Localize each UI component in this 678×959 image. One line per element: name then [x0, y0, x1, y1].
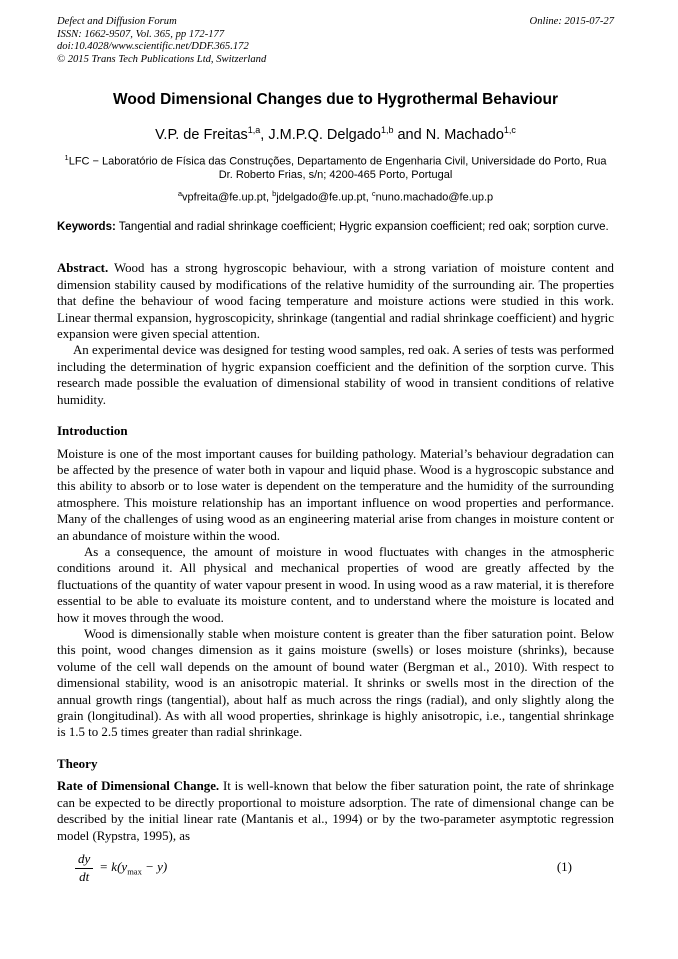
online-date: Online: 2015-07-27 [529, 16, 614, 27]
email-address: nuno.machado@fe.up.p [375, 192, 494, 205]
author-affiliation-marker: 1,c [503, 124, 516, 135]
equation-fraction [75, 852, 93, 884]
author-separator: and [393, 126, 426, 143]
affiliation-text: LFC − Laboratório de Física das Construções, Departamento de Engenharia Civil, Universidade do Porto, Rua Dr. Roberto Frias, s/n; 4200-465 Porto, Portugal [68, 155, 607, 182]
keywords-text: Tangential and radial shrinkage coefficient; Hygric expansion coefficient; red oak; sorption curve. [115, 221, 609, 234]
equation-rhs-post: − y) [141, 859, 168, 875]
equation-numerator: dy [75, 852, 93, 868]
theory-lead-label: Rate of Dimensional Change. [57, 779, 220, 794]
copyright-line: © 2015 Trans Tech Publications Ltd, Switzerland [57, 53, 267, 65]
affiliation-line [57, 153, 614, 184]
doi-line: doi:10.4028/www.scientific.net/DDF.365.172 [57, 41, 249, 52]
equation-rhs [99, 859, 167, 877]
author-separator: , [260, 126, 269, 143]
keywords-label: Keywords: [57, 221, 116, 234]
journal-title: Defect and Diffusion Forum [57, 16, 177, 27]
abstract-text: Wood has a strong hygroscopic behaviour, with a strong variation of moisture content and dimension stability caused by modifications of the relative humidity of the surrounding air. The properties that define the behaviour of wood facing temperature and moisture actions were studied in this work. Linear thermal expansion, hygroscopicity, shrinkage (tangential and radial shrinkage coefficient) and hygric expansion were given special attention. [57, 261, 614, 341]
equation-1 [75, 849, 614, 887]
email-marker: c [371, 189, 376, 199]
author-name: N. Machado [425, 126, 504, 143]
abstract-paragraph-1 [57, 260, 614, 342]
affiliation-marker: 1 [64, 152, 69, 162]
equation-denominator: dt [79, 868, 90, 884]
section-heading-introduction: Introduction [57, 422, 128, 438]
theory-lead-text: It is well-known that below the fiber saturation point, the rate of shrinkage can be expected to be directly proportional to moisture adsorption. The rate of dimensional change can be described by the initial linear rate (Mantanis et al., 1994) or by the two-parameter asymptotic regression model (Rypstra, 1995), as [57, 779, 614, 843]
equation-subscript: max [127, 866, 142, 877]
abstract-paragraph-2: An experimental device was designed for testing wood samples, red oak. A series of tests was performed including the determination of hygric expansion coefficient and the definition of the sorption curve. This research made possible the evaluation of dimensional stability of wood in transient conditions of relative humidity. [57, 343, 614, 407]
author-name: V.P. de Freitas [155, 126, 248, 143]
introduction-paragraph-3: Wood is dimensionally stable when moisture content is greater than the fiber saturation point. Below this point, wood changes dimension as it gains moisture (swells) or loses moisture (shrinks), because volume of the cell wall depends on the amount of bound water (Bergman et al., 2010). With respect to dimensional stability, wood is an anisotropic material. It shrinks or swells most in the direction of the annual growth rings (tangential), about half as much across the rings (radial), and only slightly along the grain (longitudinal). As with all wood properties, shrinkage is highly anisotropic, i.e., tangential shrinkage is 1.5 to 2.5 times greater than radial shrinkage. [57, 627, 614, 740]
email-marker: b [272, 189, 277, 199]
equation-number: (1) [556, 859, 572, 875]
keywords-paragraph [57, 220, 614, 234]
email-address: jdelgado@fe.up.pt, [276, 192, 372, 205]
authors-line [57, 125, 614, 144]
introduction-paragraph-2: As a consequence, the amount of moisture in wood fluctuates with changes in the atmospheric conditions around it. All physical and mechanical properties of wood are greatly affected by the fluctuations of the quantity of water vapour present in wood. In using wood as a raw material, it is therefore essential to be able to evaluate its moisture content, and to understand where the moisture is located and how it moves through the wood. [57, 544, 614, 625]
section-heading-theory: Theory [57, 755, 98, 771]
introduction-paragraph-1: Moisture is one of the most important causes for building pathology. Material’s behaviour degradation can be affected by the presence of water both in vapour and liquid phase. Wood is a hygroscopic substance and this ability to absorb or to lose water is dependent on the temperature and the humidity of the surrounding atmosphere. This moisture relationship has an important influence on wood properties and performance. Many of the challenges of using wood as an engineering material arise from changes in moisture content or an abundance of moisture within the wood. [57, 446, 614, 543]
journal-info-block [57, 16, 266, 66]
abstract-label: Abstract. [57, 261, 109, 276]
paper-title: Wood Dimensional Changes due to Hygrothermal Behaviour [113, 91, 558, 108]
theory-paragraph-1 [57, 778, 614, 844]
email-marker: a [177, 189, 183, 199]
author-affiliation-marker: 1,a [247, 124, 261, 135]
equation-rhs-pre: = k(y [99, 859, 128, 875]
journal-header [57, 16, 614, 66]
author-name: J.M.P.Q. Delgado [268, 126, 381, 143]
email-address: vpfreita@fe.up.pt, [182, 192, 273, 205]
issn-volume-line: ISSN: 1662-9507, Vol. 365, pp 172-177 [57, 28, 225, 40]
emails-line [57, 189, 614, 206]
author-affiliation-marker: 1,b [380, 124, 394, 135]
